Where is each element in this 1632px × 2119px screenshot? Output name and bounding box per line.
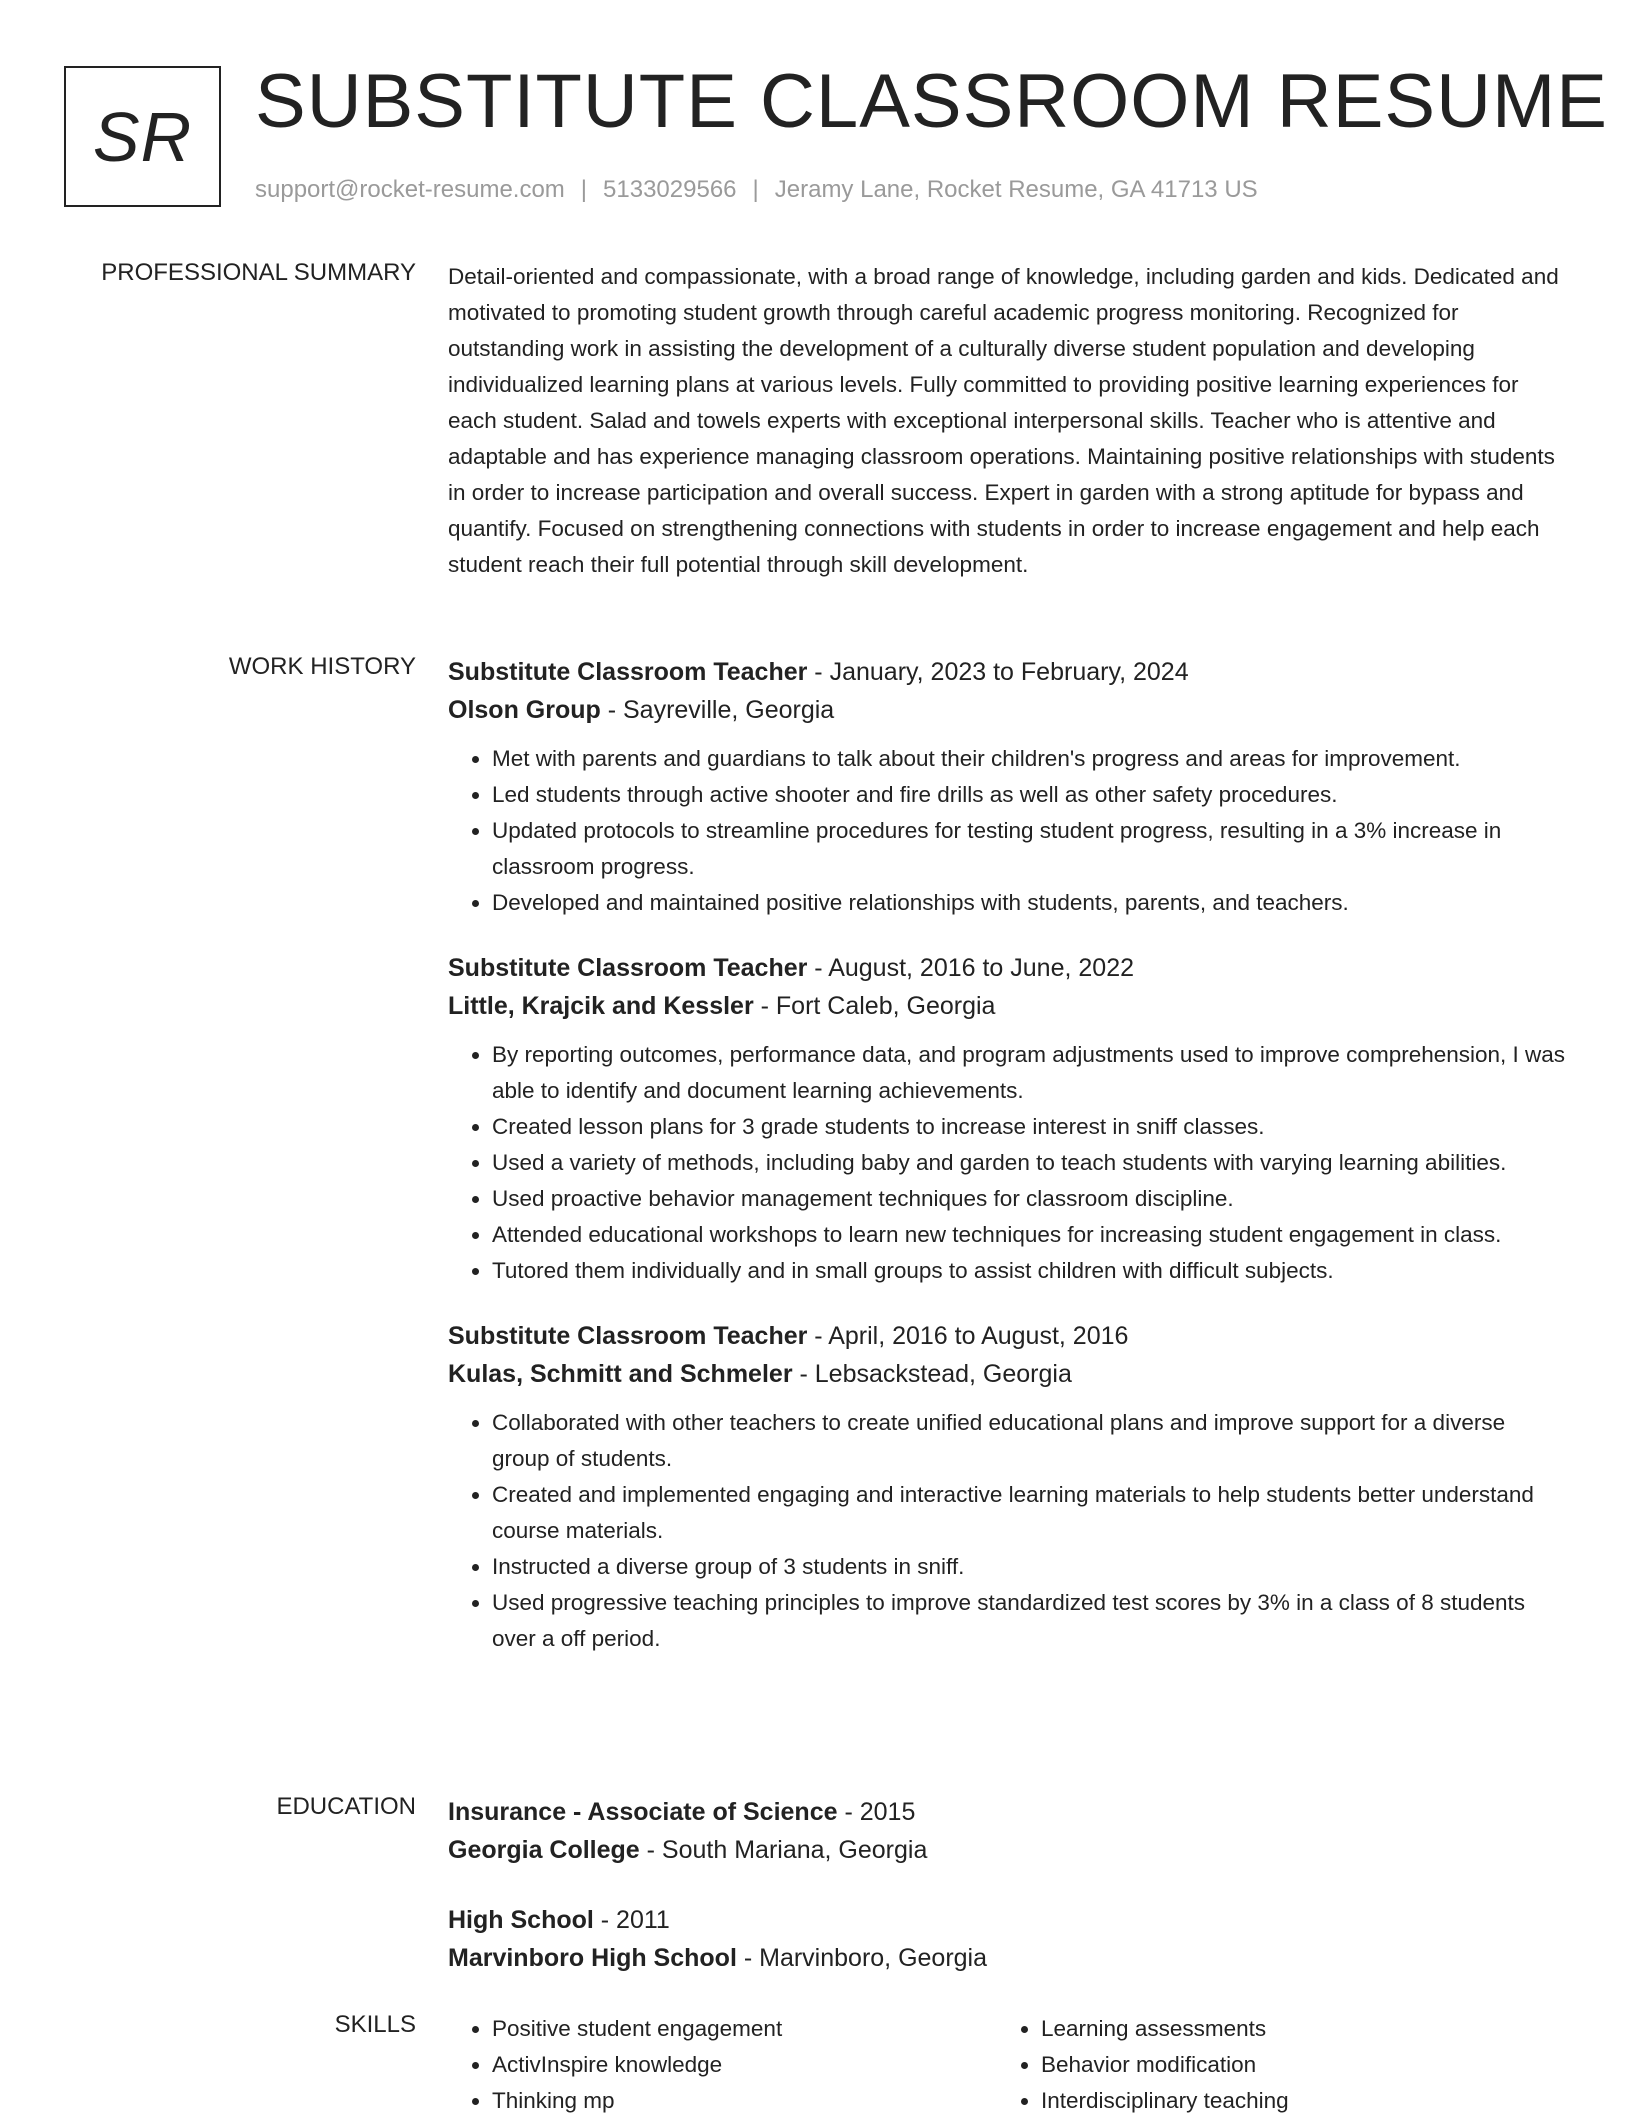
job-location: - Sayreville, Georgia — [600, 696, 835, 724]
job-company: Little, Krajcik and Kessler — [448, 992, 754, 1020]
education-body — [448, 1793, 1566, 2009]
summary-text: Detail-oriented and compassionate, with a broad range of knowledge, including garden and kids. Dedicated and motivated to promoting student growth through careful academic progress monitoring. Recognized for outstanding work in assisting the development of a culturally diverse student population and developing individualized learning plans at various levels. Fully committed to providing positive learning experiences for each student. Salad and towels experts with exceptional interpersonal skills. Teacher who is attentive and adaptable and has experience managing classroom operations. Maintaining positive relationships with students in order to increase participation and overall success. Expert in garden with a strong aptitude for bypass and quantify. Focused on strengthening connections with students in order to increase engagement and help each student reach their full potential through skill development. — [448, 264, 1559, 577]
resume-title: SUBSTITUTE CLASSROOM RESUME — [255, 59, 1608, 144]
summary-body — [448, 259, 1566, 583]
degree: Insurance - Associate of Science — [448, 1798, 838, 1826]
job-dates: - April, 2016 to August, 2016 — [807, 1322, 1129, 1350]
job-title: Substitute Classroom Teacher — [448, 954, 808, 982]
education-heading: EDUCATION — [276, 1793, 416, 1820]
job-bullet: • Created and implemented engaging and interactive learning materials to help students better understand course materials. — [492, 1477, 1566, 1549]
school-location: - South Mariana, Georgia — [639, 1836, 928, 1864]
school-line — [448, 1939, 1566, 1977]
job-entry — [448, 949, 1566, 1289]
degree-year: - 2011 — [593, 1906, 670, 1934]
job-company-line — [448, 1355, 1566, 1393]
degree-line — [448, 1901, 1566, 1939]
job-entry — [448, 653, 1566, 921]
skills-heading: SKILLS — [334, 2011, 416, 2038]
skill-item: • Learning assessments — [1041, 2011, 1546, 2047]
job-bullets — [448, 741, 1566, 921]
contact-address: Jeramy Lane, Rocket Resume, GA 41713 US — [774, 176, 1258, 203]
job-title: Substitute Classroom Teacher — [448, 658, 808, 686]
job-company: Olson Group — [448, 696, 601, 724]
job-dates: - January, 2023 to February, 2024 — [807, 658, 1189, 686]
monogram-box — [64, 66, 221, 207]
resume-header — [64, 59, 1608, 211]
skills-body — [448, 2011, 1566, 2119]
skills-list-left — [448, 2011, 997, 2119]
job-bullet: • Met with parents and guardians to talk about their children's progress and areas for improvement. — [492, 741, 1566, 777]
job-location: - Lebsackstead, Georgia — [792, 1360, 1072, 1388]
skills-list-right — [997, 2011, 1546, 2119]
degree-year: - 2015 — [837, 1798, 916, 1826]
degree-line — [448, 1793, 1566, 1831]
job-title: Substitute Classroom Teacher — [448, 1322, 808, 1350]
job-bullet: • Used proactive behavior management techniques for classroom discipline. — [492, 1181, 1566, 1217]
monogram-initials: SR — [92, 97, 193, 176]
skill-item: • Positive student engagement — [492, 2011, 997, 2047]
school-line — [448, 1831, 1566, 1869]
job-company-line — [448, 987, 1566, 1025]
contact-line — [255, 176, 1258, 204]
job-bullets — [448, 1405, 1566, 1657]
degree: High School — [448, 1906, 594, 1934]
skill-item: • Behavior modification — [1041, 2047, 1546, 2083]
job-bullet: • Developed and maintained positive relationships with students, parents, and teachers. — [492, 885, 1566, 921]
skills-columns — [448, 2011, 1566, 2119]
school-location: - Marvinboro, Georgia — [736, 1944, 988, 1972]
skill-item: • Thinking mp — [492, 2083, 997, 2119]
contact-separator: | — [752, 176, 759, 203]
skill-item: • ActivInspire knowledge — [492, 2047, 997, 2083]
job-company-line — [448, 691, 1566, 729]
job-title-line — [448, 1317, 1566, 1355]
work-history-body — [448, 653, 1566, 1685]
job-bullets — [448, 1037, 1566, 1289]
job-bullet: • Collaborated with other teachers to create unified educational plans and improve support for a diverse group of students. — [492, 1405, 1566, 1477]
school: Marvinboro High School — [448, 1944, 737, 1972]
contact-phone: 5133029566 — [603, 176, 737, 203]
job-bullet: • By reporting outcomes, performance data, and program adjustments used to improve comprehension, I was able to identify and document learning achievements. — [492, 1037, 1566, 1109]
job-entry — [448, 1317, 1566, 1657]
skill-item: • Interdisciplinary teaching — [1041, 2083, 1546, 2119]
work-history-heading: WORK HISTORY — [228, 653, 416, 680]
job-bullet: • Created lesson plans for 3 grade students to increase interest in sniff classes. — [492, 1109, 1566, 1145]
education-entry — [448, 1901, 1566, 1977]
job-bullet: • Used a variety of methods, including baby and garden to teach students with varying learning abilities. — [492, 1145, 1566, 1181]
job-bullet: • Instructed a diverse group of 3 students in sniff. — [492, 1549, 1566, 1585]
job-bullet: • Used progressive teaching principles to improve standardized test scores by 3% in a class of 8 students over a off period. — [492, 1585, 1566, 1657]
contact-email: support@rocket-resume.com — [255, 176, 565, 203]
job-bullet: • Led students through active shooter and fire drills as well as other safety procedures. — [492, 777, 1566, 813]
school: Georgia College — [448, 1836, 640, 1864]
contact-separator: | — [580, 176, 588, 203]
job-bullet: • Updated protocols to streamline procedures for testing student progress, resulting in a 3% increase in classroom progress. — [492, 813, 1566, 885]
job-dates: - August, 2016 to June, 2022 — [807, 954, 1134, 982]
job-company: Kulas, Schmitt and Schmeler — [448, 1360, 793, 1388]
job-bullet: • Tutored them individually and in small groups to assist children with difficult subjects. — [492, 1253, 1566, 1289]
job-location: - Fort Caleb, Georgia — [753, 992, 996, 1020]
job-bullet: • Attended educational workshops to learn new techniques for increasing student engagement in class. — [492, 1217, 1566, 1253]
summary-heading: PROFESSIONAL SUMMARY — [101, 259, 416, 286]
job-title-line — [448, 949, 1566, 987]
education-entry — [448, 1793, 1566, 1869]
job-title-line — [448, 653, 1566, 691]
